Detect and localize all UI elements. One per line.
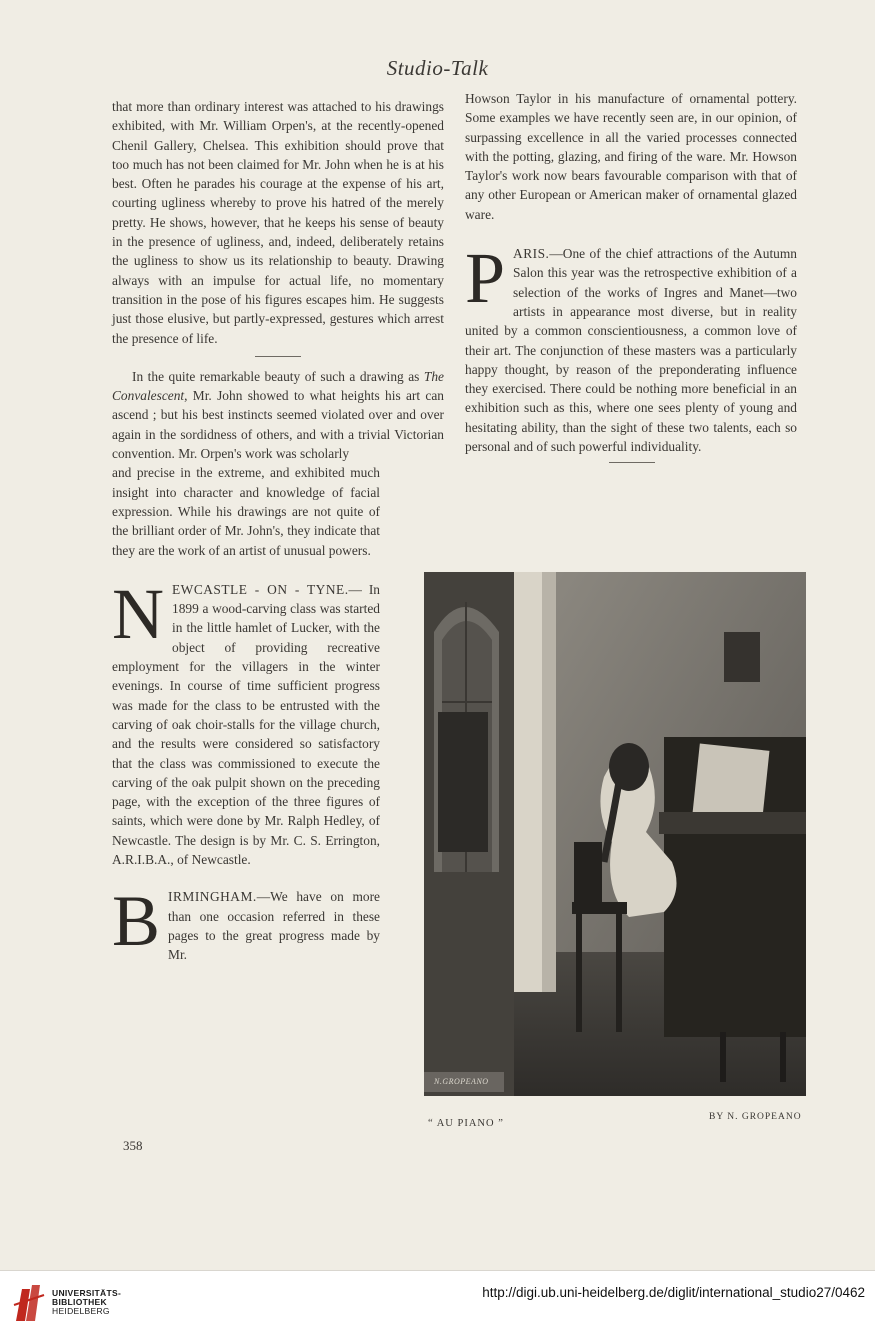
illustration-au-piano [424, 572, 806, 1096]
birmingham-text: —We have on more than one occasion referred in these pages to the great progress made by Mr. [168, 889, 380, 963]
paragraph-john-drawings: that more than ordinary interest was attached to his drawings exhibited, with Mr. William Orpen's, at the recently-opened Chenil Gallery, Chelsea. This exhibition should prove that too much has not been claimed for Mr. John when he is at his best. Often he parades his courage at the expense of his art, courting ugliness whereby to prove his hatred of the merely pretty. He shows, however, that he keeps his sense of beauty in the presence of ugliness, and, indeed, deliberately retains the ugliness to show us its relationship to beauty. Drawing always with an impulse for actual life, no momentary transition in the pose of his figures escapes him. He suggests just those elusive, but partly-expressed, gestures which arrest the presence of life. [112, 99, 444, 346]
painting-image [424, 572, 806, 1096]
library-name: UNIVERSITÄTS- BIBLIOTHEK HEIDELBERG [52, 1288, 122, 1316]
heading-paris: ARIS. [513, 246, 550, 262]
paragraph-howson-taylor: Howson Taylor in his manufacture of ornamental pottery. Some examples we have recently seen are, in our opinion, of surpassing excellence in all the varied processes connected with the potting, glazing, and firing of the ware. Mr. Howson Taylor's work now bears favourable comparison with that of any other European or American maker of ornamental glazed ware. [465, 91, 797, 222]
library-footer [0, 1270, 875, 1334]
dropcap-p: P [465, 238, 506, 319]
left-column [112, 97, 444, 964]
caption-artist: BY N. GROPEANO [709, 1112, 802, 1122]
library-logo-icon [12, 1281, 46, 1325]
painting-signature: N.GROPEANO [434, 1077, 489, 1086]
running-title: Studio-Talk [386, 56, 489, 80]
right-column [465, 89, 797, 463]
paragraph-orpen: and precise in the extreme, and exhibited much insight into character and knowledge of facial expression. While his drawings are not quite of the brilliant order of Mr. John's, they indicate that they are the work of an artist of unusual powers. [112, 465, 380, 558]
section-newcastle [112, 573, 380, 869]
newcastle-text: — In 1899 a wood-carving class was started in the little hamlet of Lucker, with the object of providing recreative employment for the villagers in the winter evenings. In course of time sufficient progress was made for the class to be entrusted with the carving of oak choir-stalls for the village church, and the results were considered so satisfactory that the class was commissioned to execute the carving of the oak pulpit shown on the preceding page, with the exception of the three figures of saints, which were done by Mr. Ralph Hedley, of Newcastle. The design is by Mr. C. S. Errington, A.R.I.B.A., of Newcastle. [112, 581, 380, 867]
heading-birmingham: IRMINGHAM. [168, 889, 257, 905]
section-divider [609, 462, 655, 463]
paris-text: —One of the chief attractions of the Autumn Salon this year was the retrospective exhibition of a selection of the works of Ingres and Manet—two artists in appearance most diverse, but in reality united by a common conscientiousness, a common love of their art. The conjunction of these masters was a particularly happy thought, by reason of the preponderating influence they exercised. There could be nothing more beneficial in an exhibition such as this, where one sees plenty of young and hesitating ability, than the sight of these two talents, each so personal and of such powerful individuality. [465, 246, 797, 455]
source-url-link[interactable]: http://digi.ub.uni-heidelberg.de/diglit/international_studio27/0462 [482, 1285, 865, 1300]
heading-newcastle: EWCASTLE - ON - TYNE. [172, 581, 349, 597]
paragraph-convalescent: In the quite remarkable beauty of such a drawing as The Convalescent, Mr. John showed to what heights his art can ascend ; but his best instincts seemed violated over and over again in the sordidness of others, and with a trivial Victorian convention. Mr. Orpen's work was scholarly [112, 368, 444, 462]
section-divider [255, 356, 301, 357]
dropcap-b: B [112, 881, 161, 962]
section-birmingham [112, 881, 380, 964]
section-paris [465, 238, 797, 456]
page-number: 358 [123, 1138, 143, 1153]
artwork-title: The Convalescent [112, 368, 444, 404]
caption-title: “ AU PIANO ” [428, 1118, 504, 1129]
dropcap-n: N [112, 573, 164, 654]
